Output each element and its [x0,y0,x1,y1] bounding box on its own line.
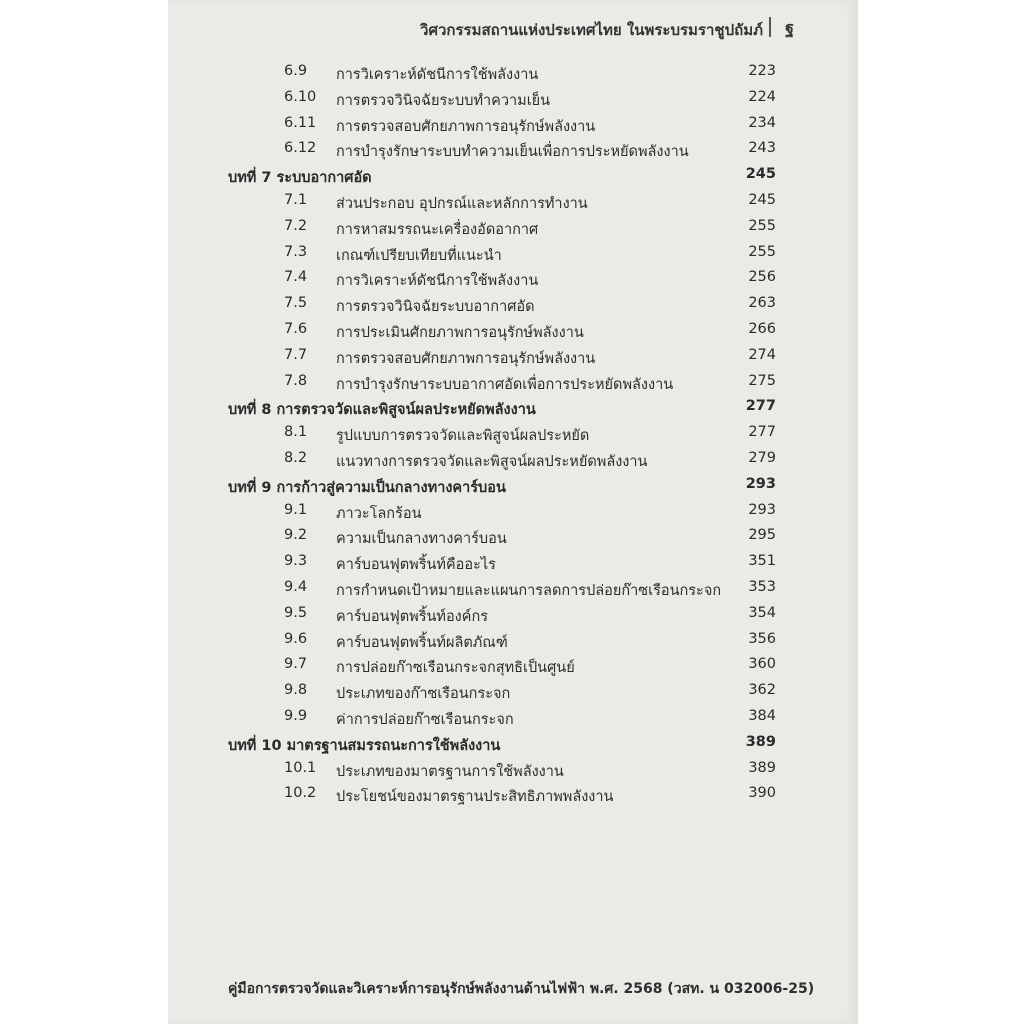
toc-section-row [228,215,788,241]
toc-page-number: 390 [748,785,776,802]
toc-section-row [228,266,788,292]
toc-section-row [228,189,788,215]
toc-page-number: 274 [748,346,776,363]
toc-section-title: การบำรุงรักษาระบบทำความเย็นเพื่อการประหยัดพลังงาน [336,144,689,161]
toc-section-number: 9.2 [284,527,308,544]
toc-section-title: การหาสมรรถนะเครื่องอัดอากาศ [336,221,539,238]
toc-section-row [228,524,788,550]
toc-section-number: 7.7 [284,346,308,363]
table-of-contents [228,60,788,808]
toc-section-title: ค่าการปล่อยก๊าซเรือนกระจก [336,711,514,728]
toc-section-row [228,344,788,370]
toc-section-row [228,86,788,112]
toc-section-row [228,499,788,525]
toc-section-title: ส่วนประกอบ อุปกรณ์และหลักการทำงาน [336,195,588,212]
toc-chapter-title: บทที่ 8 การตรวจวัดและพิสูจน์ผลประหยัดพลังงาน [228,402,536,419]
toc-page-number: 293 [748,501,776,518]
toc-page-number: 356 [748,630,776,647]
toc-section-number: 9.6 [284,630,308,647]
toc-chapter-row [228,731,788,757]
toc-section-title: ความเป็นกลางทางคาร์บอน [336,531,507,548]
toc-section-row [228,679,788,705]
toc-page-number: 234 [748,114,776,131]
toc-section-title: คาร์บอนฟุตพริ้นท์องค์กร [336,608,489,625]
toc-section-title: การตรวจสอบศักยภาพการอนุรักษ์พลังงาน [336,350,596,367]
toc-section-number: 10.2 [284,785,317,802]
toc-page-number: 277 [745,398,776,415]
toc-section-number: 6.12 [284,140,317,157]
toc-section-title: ประโยชน์ของมาตรฐานประสิทธิภาพพลังงาน [336,789,614,806]
toc-section-number: 7.3 [284,243,308,260]
toc-section-row [228,757,788,783]
toc-section-number: 6.10 [284,88,317,105]
toc-page-number: 243 [748,140,776,157]
toc-page-number: 295 [748,527,776,544]
toc-section-number: 8.1 [284,424,308,441]
toc-page-number: 384 [748,707,776,724]
toc-chapter-title: บทที่ 7 ระบบอากาศอัด [228,170,372,187]
toc-section-number: 10.1 [284,759,317,776]
toc-page-number: 277 [748,424,776,441]
toc-section-row [228,782,788,808]
toc-section-row [228,576,788,602]
toc-page-number: 223 [748,63,776,79]
toc-chapter-title: บทที่ 9 การก้าวสู่ความเป็นกลางทางคาร์บอน [228,479,506,496]
toc-section-number: 7.2 [284,217,308,234]
toc-section-row [228,318,788,344]
toc-page-number: 255 [748,243,776,260]
toc-chapter-row [228,395,788,421]
toc-page-number: 362 [748,682,776,699]
toc-section-row [228,292,788,318]
toc-section-row [228,628,788,654]
toc-section-number: 9.1 [284,501,308,518]
toc-page-number: 360 [748,656,776,673]
toc-page-number: 256 [748,269,776,286]
toc-section-number: 7.6 [284,320,308,337]
toc-page-number: 275 [748,372,776,389]
toc-section-number: 6.9 [284,63,308,79]
toc-section-title: การวิเคราะห์ดัชนีการใช้พลังงาน [336,67,539,83]
toc-page-number: 255 [748,217,776,234]
toc-section-number: 7.8 [284,372,308,389]
toc-page-number: 351 [748,553,776,570]
toc-section-row [228,137,788,163]
toc-page-number: 245 [748,191,776,208]
toc-section-row [228,653,788,679]
toc-section-title: การตรวจวินิจฉัยระบบอากาศอัด [336,299,535,316]
toc-chapter-row [228,163,788,189]
toc-section-number: 9.4 [284,578,308,595]
toc-page-number: 353 [748,578,776,595]
toc-section-number: 9.8 [284,682,308,699]
toc-section-number: 7.5 [284,295,308,312]
toc-page-number: 245 [745,166,776,183]
toc-section-title: การบำรุงรักษาระบบอากาศอัดเพื่อการประหยัดพลังงาน [336,376,674,393]
toc-section-title: คาร์บอนฟุตพริ้นท์คืออะไร [336,557,496,574]
toc-section-row [228,60,788,86]
toc-page-number: 263 [748,295,776,312]
toc-page-number: 224 [748,88,776,105]
toc-section-row [228,112,788,138]
toc-section-number: 9.9 [284,707,308,724]
toc-page-number: 389 [745,733,776,750]
toc-page-number: 389 [748,759,776,776]
page-number: ฐ [785,18,794,37]
toc-section-number: 9.5 [284,604,308,621]
toc-section-title: การประเมินศักยภาพการอนุรักษ์พลังงาน [336,324,584,341]
toc-section-title: การกำหนดเป้าหมายและแผนการลดการปล่อยก๊าซเรือนกระจก [336,582,722,599]
toc-section-title: แนวทางการตรวจวัดและพิสูจน์ผลประหยัดพลังงาน [336,453,648,470]
toc-section-title: การตรวจวินิจฉัยระบบทำความเย็น [336,92,551,109]
toc-section-number: 8.2 [284,449,308,466]
toc-section-title: ภาวะโลกร้อน [336,505,422,522]
toc-section-title: ประเภทของมาตรฐานการใช้พลังงาน [336,763,564,780]
toc-section-row [228,602,788,628]
toc-section-title: การตรวจสอบศักยภาพการอนุรักษ์พลังงาน [336,118,596,135]
book-page [168,0,858,1024]
running-header-title: วิศวกรรมสถานแห่งประเทศไทย ในพระบรมราชูปถัมภ์ [420,21,763,39]
toc-section-title: ประเภทของก๊าซเรือนกระจก [336,686,511,703]
toc-section-number: 6.11 [284,114,317,131]
toc-section-number: 9.3 [284,553,308,570]
toc-section-row [228,421,788,447]
toc-page-number: 279 [748,449,776,466]
toc-page-number: 354 [748,604,776,621]
toc-section-row [228,447,788,473]
toc-section-title: คาร์บอนฟุตพริ้นท์ผลิตภัณฑ์ [336,634,508,651]
toc-section-row [228,241,788,267]
toc-section-number: 7.4 [284,269,308,286]
toc-chapter-title: บทที่ 10 มาตรฐานสมรรถนะการใช้พลังงาน [228,737,501,754]
toc-section-number: 9.7 [284,656,308,673]
toc-page-number: 293 [745,475,776,492]
toc-section-number: 7.1 [284,191,308,208]
toc-section-row [228,550,788,576]
toc-section-title: รูปแบบการตรวจวัดและพิสูจน์ผลประหยัด [336,428,590,445]
running-footer: คู่มือการตรวจวัดและวิเคราะห์การอนุรักษ์พลังงานด้านไฟฟ้า พ.ศ. 2568 (วสท. น 032006-25) [228,981,815,997]
toc-section-title: การปล่อยก๊าซเรือนกระจกสุทธิเป็นศูนย์ [336,660,575,677]
header-separator [769,17,771,37]
toc-section-row [228,370,788,396]
toc-section-title: เกณฑ์เปรียบเทียบที่แนะนำ [336,247,502,264]
toc-section-title: การวิเคราะห์ดัชนีการใช้พลังงาน [336,273,539,290]
toc-page-number: 266 [748,320,776,337]
toc-section-row [228,705,788,731]
toc-chapter-row [228,473,788,499]
